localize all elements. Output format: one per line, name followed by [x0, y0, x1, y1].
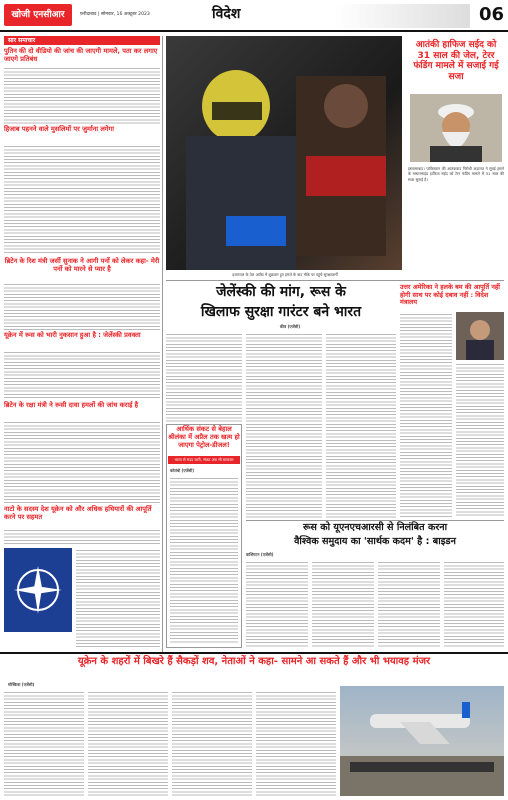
photo-scene: [166, 36, 402, 270]
left-story4-body: [4, 350, 160, 400]
left-story6-body: [4, 528, 160, 546]
column-divider: [162, 36, 163, 652]
second-byline: वाशिंगटन (एजेंसी): [246, 552, 274, 557]
divider: [166, 280, 504, 281]
second-body-col3: [378, 560, 440, 648]
main-body-col2: [246, 332, 322, 518]
main-body-col1: [166, 332, 242, 422]
srilanka-body: [170, 476, 238, 644]
header-decor: [320, 4, 470, 28]
divider-2: [246, 520, 504, 521]
bottom-byline: मोस्किवा (एजेंसी): [8, 682, 35, 687]
section-title: विदेश: [212, 6, 241, 22]
bottom-body-col4: [256, 690, 336, 796]
hafiz-saeed-photo: [410, 94, 502, 162]
bottom-body-col1: [4, 690, 84, 796]
main-headline-line1: जेलेंस्की की मांग, रूस के: [216, 284, 346, 300]
portrait-scene-2: [456, 312, 504, 360]
bottom-headline: यूक्रेन के शहरों में बिखरे हैं सैकड़ों शव, नेताओं ने कहा- सामने आ सकते हैं और भी भयावह मंजर: [77, 656, 431, 667]
left-story6-headline: नाटो के सदस्य देश यूक्रेन को और अधिक हथियारों की आपूर्ति करने पर सहमत: [4, 505, 152, 521]
left-story6-body-cont: [76, 548, 160, 648]
srilanka-headline: आर्थिक संकट से बेहाल श्रीलंका में अप्रैल तक खत्म हो जाएगा पेट्रोल-डीजल!: [168, 425, 240, 449]
right-top-caption: इस्लामाबाद। पाकिस्तान की आतंकवाद निरोधी अदालत ने मुंबई हमले के मास्टरमाइंड हाफिज सईद को टेरर फंडिंग मामले में 31 साल की सजा सुनाई है।: [408, 166, 504, 182]
nato-emblem-icon: [4, 548, 72, 632]
brief-news-tag: सार समाचार: [4, 36, 160, 45]
second-headline-line2: वैश्विक समुदाय का 'सार्थक कदम' है : बाइडन: [294, 536, 456, 547]
main-headline-line2: खिलाफ सुरक्षा गारंटर बने भारत: [200, 304, 362, 320]
nato-image: [4, 548, 72, 632]
left-story2-body: [4, 144, 160, 254]
left-story2-headline: हिजाब पहनने वाले मुसलिमों पर जुर्माना लगेगा: [4, 125, 114, 133]
page-number: 06: [478, 4, 504, 25]
left-story1-headline: पुतिन की दो वीडियो की जांच की जाएगी मामले, पता कर लगाए जाएगे प्रतिबंध: [4, 47, 158, 63]
left-story3-body: [4, 282, 160, 330]
second-body-col2: [312, 560, 374, 648]
bottom-body-col2: [88, 690, 168, 796]
dateline: फ़रीदाबाद | सोमवार, 16 अक्टूबर 2023: [80, 12, 150, 17]
left-story3-headline: ब्रिटेन के रिश मंत्री जर्सी सुनाक ने आगी पनों को लेकर कहा- मेरी पनों को मारने से प्यार है: [4, 257, 160, 273]
side-headline: उत्तर अमेरिका ने हलके बम की आपूर्ति नहीं होगी साथ पर कोई दबाव नहीं : विदेश मंत्रालय: [400, 283, 500, 307]
main-byline: कीव (एजेंसी): [279, 324, 301, 329]
portrait-scene: [410, 94, 502, 162]
side-body-col2: [456, 362, 504, 518]
aircraft-scene: [340, 686, 504, 796]
top-photo-caption: इजरायल के तेल अवीव में शुक्रवार हुए हमले के बाद मौके पर पहुंचे सुरक्षाकर्मी: [232, 272, 338, 277]
right-top-headline: आतंकी हाफिज सईद को 31 साल की जेल, टेरर फंडिंग मामले में सजाई गई सजा: [413, 40, 499, 82]
top-news-photo: [166, 36, 402, 270]
srilanka-byline: कोलंबो (एजेंसी): [170, 468, 195, 473]
left-story5-body: [4, 420, 160, 504]
second-body-col4: [444, 560, 504, 648]
second-headline-line1: रूस को यूएनएचआरसी से निलंबित करना: [302, 522, 448, 533]
srilanka-subhead: भारत से मदद जारी, संकट अब भी बरकरार: [168, 456, 240, 464]
second-body-col1: [246, 560, 308, 648]
left-story4-headline: यूक्रेन में रूस को भारी नुकसान हुआ है : जेलेंस्की प्रवक्ता: [4, 331, 141, 339]
newspaper-logo: खोजी एनसीआर: [4, 4, 72, 26]
main-body-col3: [326, 332, 396, 518]
left-story5-headline: ब्रिटेन के रक्षा मंत्री ने रूसी दावा हमलों की जांच कराई है: [4, 401, 139, 409]
side-body-col1: [400, 312, 452, 518]
divider-bottom: [0, 652, 508, 654]
bottom-body-col3: [172, 690, 252, 796]
bottom-photo: [340, 686, 504, 796]
left-story1-body: [4, 66, 160, 124]
minister-photo: [456, 312, 504, 360]
